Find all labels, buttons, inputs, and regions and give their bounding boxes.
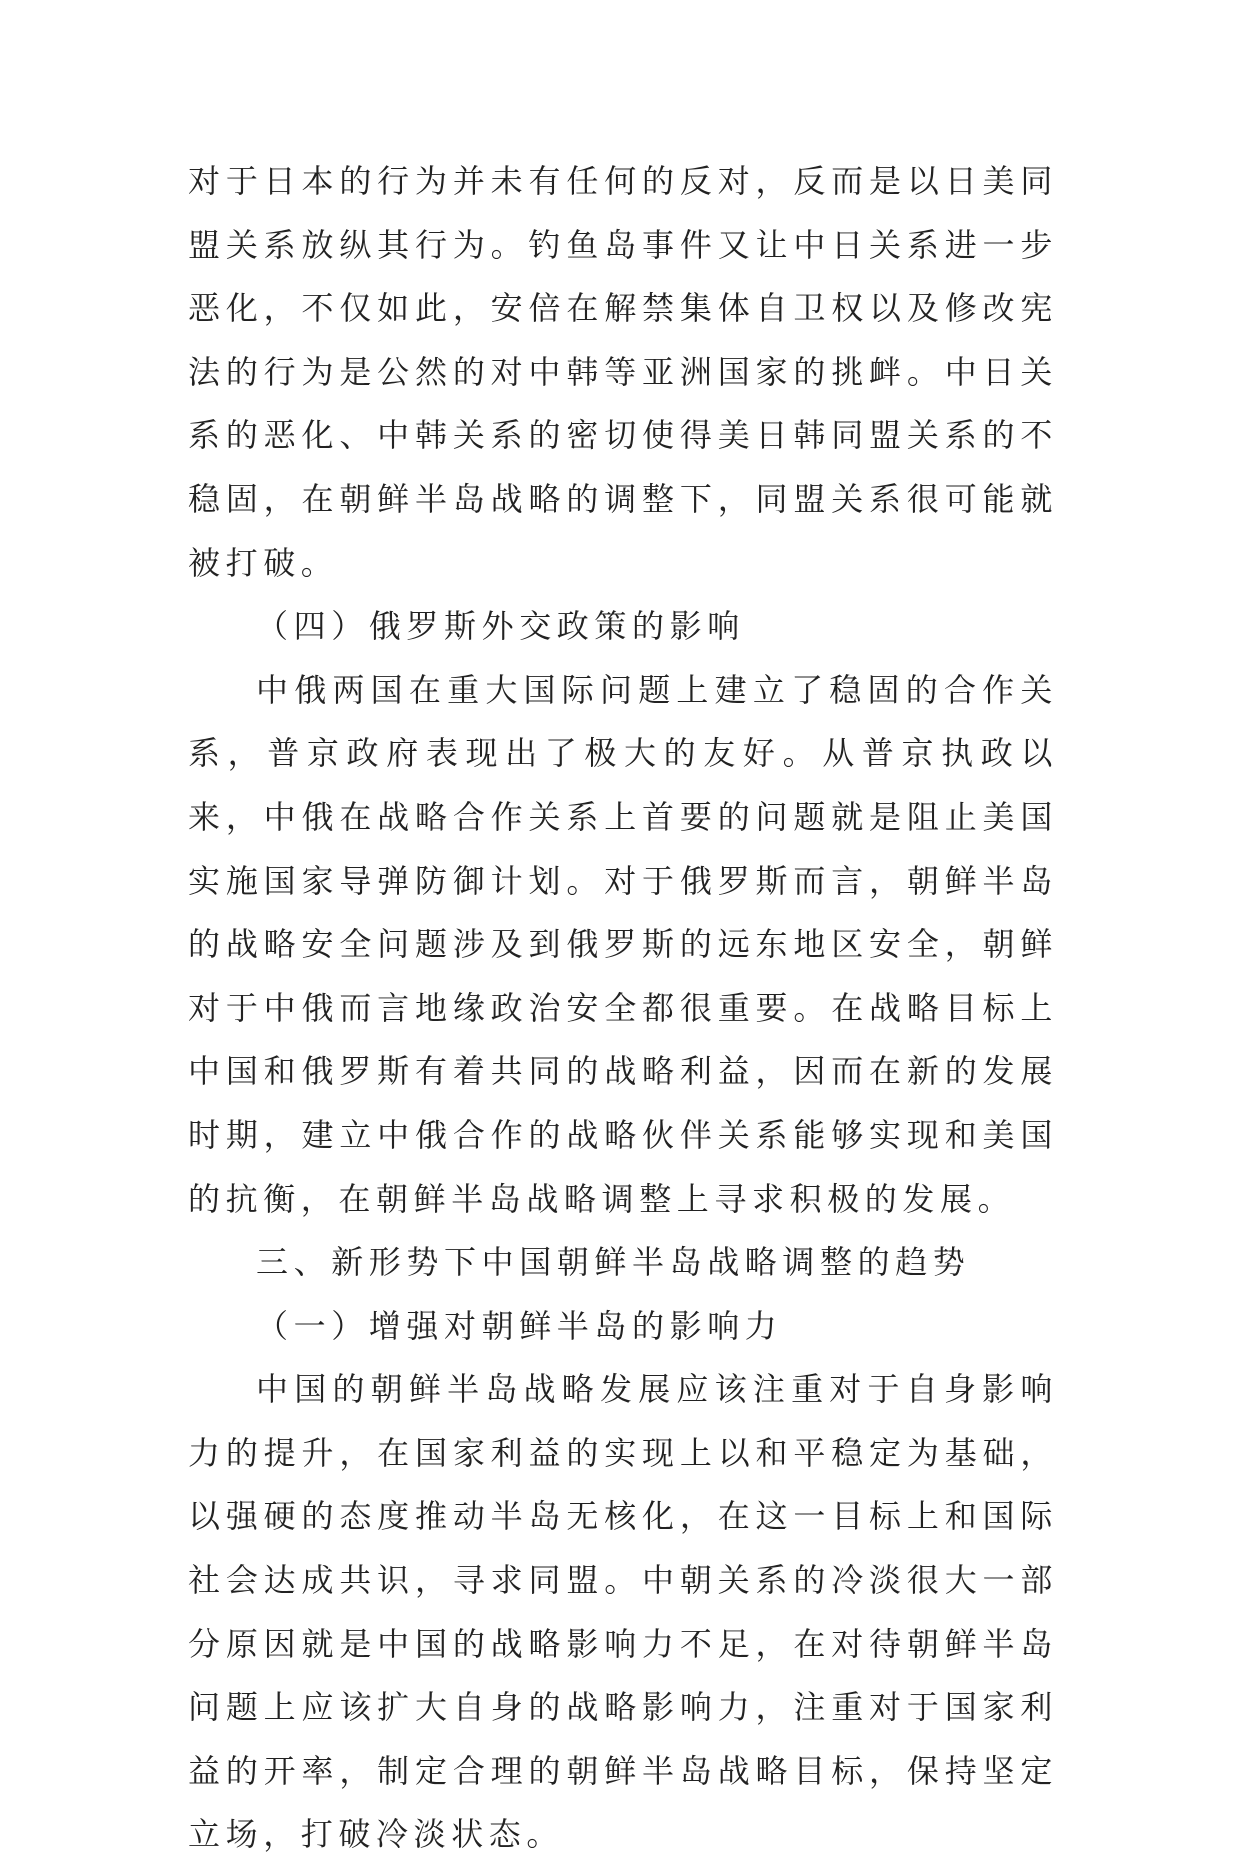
paragraph-us-japan-alliance: 对于日本的行为并未有任何的反对，反而是以日美同盟关系放纵其行为。钓鱼岛事件又让中日关系进一步恶化，不仅如此，安倍在解禁集体自卫权以及修改宪法的行为是公然的对中韩等亚洲国家的挑衅。中日关系的恶化、中韩关系的密切使得美日韩同盟关系的不稳固，在朝鲜半岛战略的调整下，同盟关系很可能就被打破。 [188, 162, 1058, 582]
paragraph-china-russia-cooperation: 中俄两国在重大国际问题上建立了稳固的合作关系，普京政府表现出了极大的友好。从普京执政以来，中俄在战略合作关系上首要的问题就是阻止美国实施国家导弹防御计划。对于俄罗斯而言，朝鲜半岛的战略安全问题涉及到俄罗斯的远东地区安全，朝鲜对于中俄而言地缘政治安全都很重要。在战略目标上中国和俄罗斯有着共同的战略利益，因而在新的发展时期，建立中俄合作的战略伙伴关系能够实现和美国的抗衡，在朝鲜半岛战略调整上寻求积极的发展。 [188, 670, 1058, 1218]
section-heading-russia-policy: （四）俄罗斯外交政策的影响 [256, 607, 745, 646]
chapter-heading-strategy-trend: 三、新形势下中国朝鲜半岛战略调整的趋势 [256, 1243, 971, 1282]
document-page [188, 150, 1058, 1867]
paragraph-china-influence: 中国的朝鲜半岛战略发展应该注重对于自身影响力的提升，在国家利益的实现上以和平稳定为基础，以强硬的态度推动半岛无核化，在这一目标上和国际社会达成共识，寻求同盟。中朝关系的冷淡很大一部分原因就是中国的战略影响力不足，在对待朝鲜半岛问题上应该扩大自身的战略影响力，注重对于国家利益的开率，制定合理的朝鲜半岛战略目标，保持坚定立场，打破冷淡状态。 [188, 1370, 1058, 1854]
section-heading-influence: （一）增强对朝鲜半岛的影响力 [256, 1306, 783, 1345]
